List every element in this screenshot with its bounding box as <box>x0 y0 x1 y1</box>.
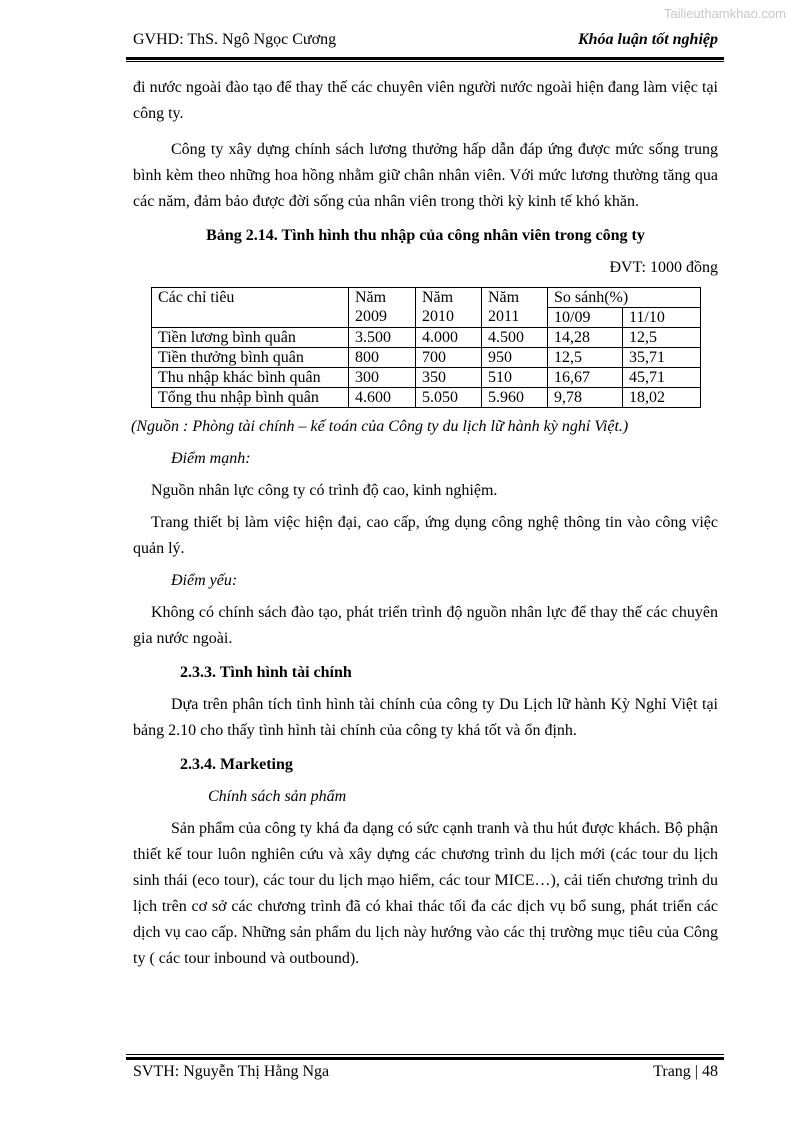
cell-2011: 5.960 <box>482 388 548 408</box>
subheading-product-policy: Chính sách sản phẩm <box>208 788 347 805</box>
cell-2011: 950 <box>482 348 548 368</box>
cell-2009: 4.600 <box>349 388 416 408</box>
row-label: Tổng thu nhập bình quân <box>152 388 349 408</box>
cell-compare-10-09: 14,28 <box>548 328 623 348</box>
header-compare-11-10: 11/10 <box>623 308 701 328</box>
table-source: (Nguồn : Phòng tài chính – kế toán của Công ty du lịch lữ hành kỳ nghỉ Việt.) <box>131 418 629 435</box>
table-row <box>152 348 701 368</box>
cell-2010: 4.000 <box>416 328 482 348</box>
table-row <box>152 368 701 388</box>
footer-divider-thin <box>126 1054 724 1055</box>
header-divider-thin <box>126 61 724 62</box>
header-advisor: GVHD: ThS. Ngô Ngọc Cương <box>133 31 337 48</box>
table-row <box>152 328 701 348</box>
paragraph-finance: Dựa trên phân tích tình hình tài chính của công ty Du Lịch lữ hành Kỳ Nghỉ Việt tại bảng 2.10 cho thấy tình hình tài chính của công ty khá tốt và ổn định. <box>133 696 718 739</box>
header-year-2011: Năm 2011 <box>482 288 548 328</box>
header-divider <box>126 57 724 60</box>
weakness-heading: Điểm yếu: <box>171 572 238 589</box>
table-header-row <box>152 288 701 308</box>
cell-compare-10-09: 9,78 <box>548 388 623 408</box>
page-number: Trang | 48 <box>653 1063 718 1080</box>
watermark: Tailieuthamkhao.com <box>663 6 786 21</box>
table-row <box>152 388 701 408</box>
header-year-2010: Năm 2010 <box>416 288 482 328</box>
page-content <box>133 75 718 972</box>
paragraph-salary-policy: Công ty xây dựng chính sách lương thưởng hấp dẫn đáp ứng được mức sống trung bình kèm theo những hoa hồng nhằm giữ chân nhân viên. Với mức lương thường tăng qua các năm, đảm bảo được đời sống của nhân viên trong thời kỳ kinh tế khó khăn. <box>133 141 718 210</box>
cell-compare-11-10: 35,71 <box>623 348 701 368</box>
cell-compare-11-10: 18,02 <box>623 388 701 408</box>
row-label: Thu nhập khác bình quân <box>152 368 349 388</box>
cell-2011: 4.500 <box>482 328 548 348</box>
strength-item: Trang thiết bị làm việc hiện đại, cao cấp, ứng dụng công nghệ thông tin vào công việc quản lý. <box>133 514 718 557</box>
row-label: Tiền lương bình quân <box>152 328 349 348</box>
cell-2009: 300 <box>349 368 416 388</box>
table-title: Bảng 2.14. Tình hình thu nhập của công nhân viên trong công ty <box>206 227 645 244</box>
cell-2009: 800 <box>349 348 416 368</box>
income-table <box>151 287 701 408</box>
cell-2010: 5.050 <box>416 388 482 408</box>
cell-compare-11-10: 45,71 <box>623 368 701 388</box>
paragraph-continuation: đi nước ngoài đào tạo để thay thế các chuyên viên người nước ngoài hiện đang làm việc tại công ty. <box>133 79 718 122</box>
header-doc-type: Khóa luận tốt nghiệp <box>577 31 718 48</box>
paragraph-marketing: Sản phẩm của công ty khá đa dạng có sức cạnh tranh và thu hút được khách. Bộ phận thiết kế tour luôn nghiên cứu và xây dựng các chương trình du lịch mới (các tour du lịch sinh thái (eco tour), các tour du lịch mạo hiểm, các tour MICE…), cải tiến chương trình du lịch trên cơ sở các chương trình đã có khai thác tối đa các dịch vụ bổ sung, phát triển các dịch vụ cao cấp. Những sản phẩm du lịch này hướng vào các thị trường mục tiêu của Công ty ( các tour inbound và outbound). <box>133 820 718 967</box>
cell-2011: 510 <box>482 368 548 388</box>
section-heading-marketing: 2.3.4. Marketing <box>180 756 293 773</box>
page-header <box>133 28 718 54</box>
cell-2010: 350 <box>416 368 482 388</box>
header-compare: So sánh(%) <box>548 288 701 308</box>
footer-divider <box>126 1057 724 1060</box>
section-heading-finance: 2.3.3. Tình hình tài chính <box>180 664 352 681</box>
strengths-heading: Điểm mạnh: <box>171 450 251 467</box>
cell-compare-11-10: 12,5 <box>623 328 701 348</box>
weakness-item: Không có chính sách đào tạo, phát triển trình độ nguồn nhân lực để thay thế các chuyên gia nước ngoài. <box>133 604 718 647</box>
cell-compare-10-09: 16,67 <box>548 368 623 388</box>
strength-item: Nguồn nhân lực công ty có trình độ cao, kinh nghiệm. <box>151 482 498 499</box>
header-compare-10-09: 10/09 <box>548 308 623 328</box>
row-label: Tiền thưởng bình quân <box>152 348 349 368</box>
footer-student: SVTH: Nguyễn Thị Hằng Nga <box>133 1063 330 1080</box>
header-year-2009: Năm 2009 <box>349 288 416 328</box>
cell-2010: 700 <box>416 348 482 368</box>
cell-compare-10-09: 12,5 <box>548 348 623 368</box>
cell-2009: 3.500 <box>349 328 416 348</box>
header-indicator: Các chỉ tiêu <box>152 288 349 328</box>
table-unit: ĐVT: 1000 đồng <box>609 259 718 276</box>
